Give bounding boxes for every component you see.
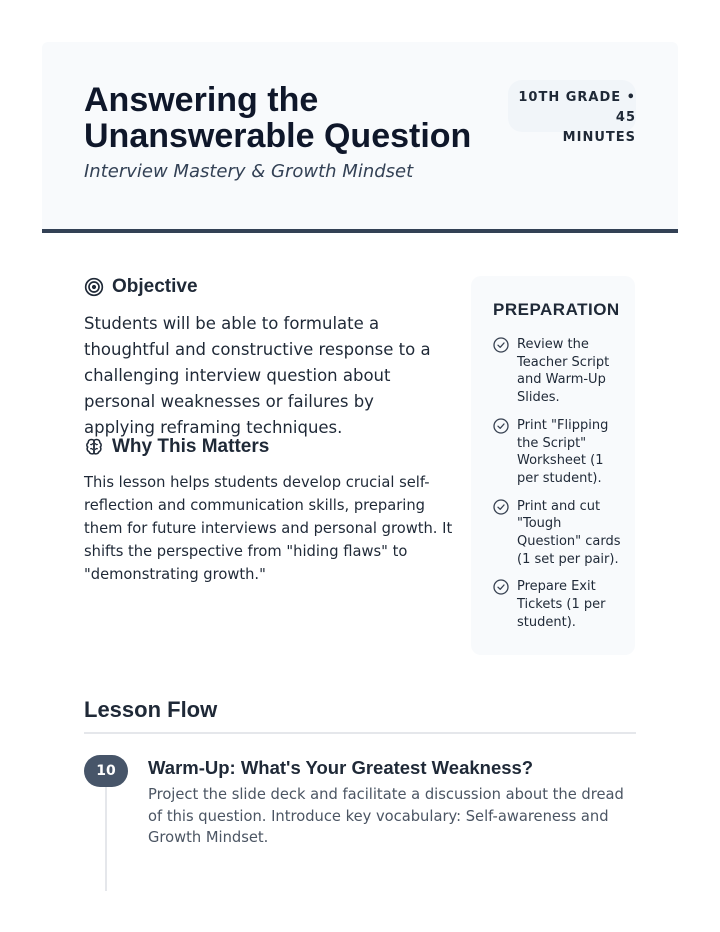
- preparation-item: [493, 578, 623, 631]
- preparation-item: [493, 498, 623, 569]
- timeline-line: [105, 787, 107, 891]
- step-minutes-badge: 10: [84, 755, 128, 787]
- check-circle-icon: [493, 337, 509, 353]
- preparation-item-text: Review the Teacher Script and Warm-Up Slides.: [517, 337, 610, 406]
- header-divider: [42, 229, 678, 233]
- target-icon: [84, 277, 104, 297]
- objective-heading: [84, 276, 198, 298]
- badge-line-1: 10TH GRADE • 45: [518, 90, 636, 125]
- objective-label: Objective: [112, 276, 198, 297]
- preparation-panel: [471, 276, 635, 655]
- why-heading: [84, 436, 269, 458]
- objective-text: Students will be able to formulate a thoughtful and constructive response to a challenging interview question about personal weaknesses or failures by applying reframing techniques.: [84, 314, 431, 437]
- check-circle-icon: [493, 579, 509, 595]
- lesson-flow-divider: [84, 732, 636, 734]
- preparation-item-text: Prepare Exit Tickets (1 per student).: [517, 579, 606, 630]
- preparation-item-text: Print and cut "Tough Question" cards (1 set per pair).: [517, 498, 621, 567]
- lesson-flow-title: Lesson Flow: [84, 697, 218, 722]
- preparation-list: [493, 336, 623, 642]
- page-title: Answering the Unanswerable Question: [84, 81, 472, 155]
- page-subtitle: Interview Mastery & Growth Mindset: [84, 161, 414, 182]
- check-circle-icon: [493, 418, 509, 434]
- preparation-item-text: Print "Flipping the Script" Worksheet (1 per student).: [517, 417, 609, 486]
- why-label: Why This Matters: [112, 436, 270, 457]
- preparation-title: PREPARATION: [493, 300, 620, 319]
- lesson-header: [42, 42, 678, 229]
- preparation-item: [493, 417, 623, 488]
- why-text: This lesson helps students develop crucial self-reflection and communication skills, preparing them for future interviews and personal growth. It shifts the perspective from "hiding flaws" to "demonstrating growth.": [84, 474, 453, 583]
- brain-icon: [84, 437, 104, 457]
- step-description: Project the slide deck and facilitate a discussion about the dread of this question. Introduce key vocabulary: Self-awareness and Growth Mindset.: [148, 786, 624, 846]
- badge-line-2: MINUTES: [562, 130, 636, 145]
- check-circle-icon: [493, 499, 509, 515]
- grade-duration-badge: [508, 80, 636, 145]
- preparation-item: [493, 336, 623, 407]
- step-title: Warm-Up: What's Your Greatest Weakness?: [148, 757, 534, 778]
